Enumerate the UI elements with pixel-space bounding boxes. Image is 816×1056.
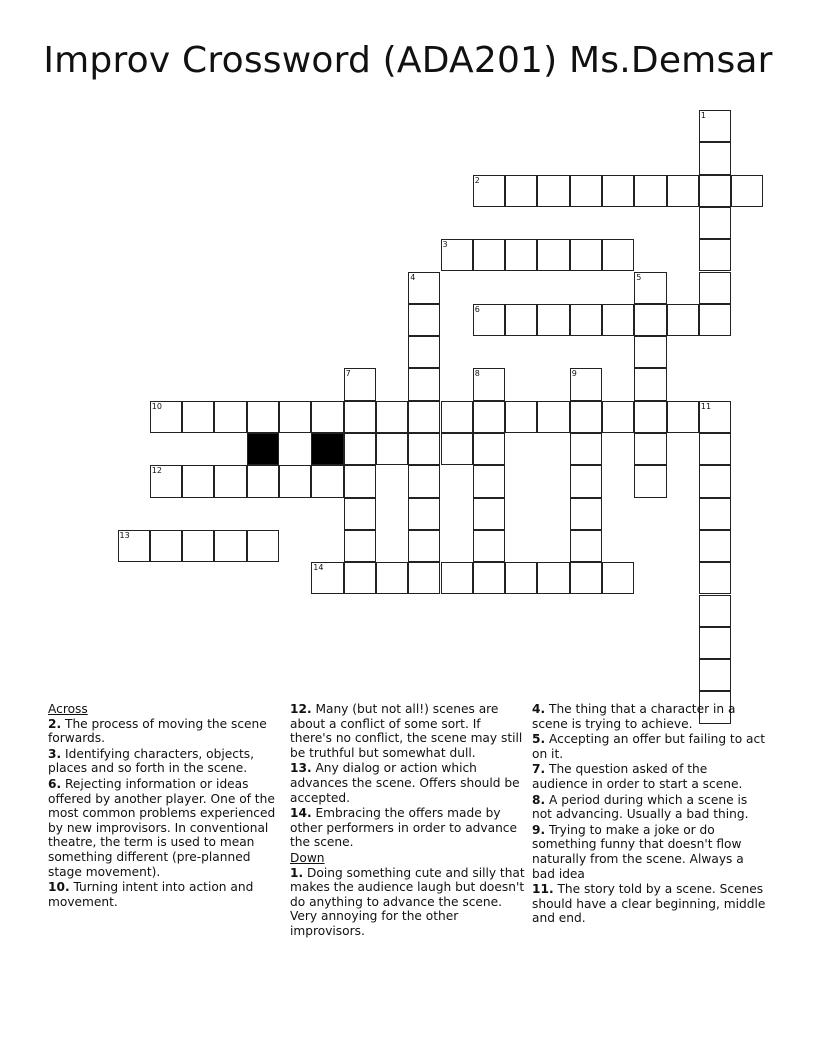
grid-cell[interactable] — [408, 304, 440, 336]
grid-cell[interactable] — [473, 530, 505, 562]
grid-cell[interactable] — [279, 465, 311, 497]
grid-cell[interactable] — [311, 562, 343, 594]
grid-cell[interactable] — [699, 562, 731, 594]
clue-item-text: Doing something cute and silly that makes the audience laugh but doesn't do anything to advance the scene. Very annoying for the other improvisors. — [290, 865, 525, 938]
clue-number: 14 — [313, 563, 324, 573]
clue-number: 13 — [119, 530, 130, 540]
grid-cell[interactable] — [667, 304, 699, 336]
grid-cell[interactable] — [473, 562, 505, 594]
clue-item-number: 7. — [532, 762, 546, 777]
grid-cell[interactable] — [150, 465, 182, 497]
grid-cell[interactable] — [118, 530, 150, 562]
grid-cell[interactable] — [344, 498, 376, 530]
grid-cell[interactable] — [344, 530, 376, 562]
black-cell — [247, 433, 279, 465]
grid-cell[interactable] — [667, 401, 699, 433]
clue-item — [48, 777, 280, 879]
grid-cell[interactable] — [441, 401, 473, 433]
grid-cell[interactable] — [602, 304, 634, 336]
clue-item-number: 12. — [290, 702, 312, 716]
down-clue-list-continued — [532, 702, 766, 926]
grid-cell[interactable] — [570, 239, 602, 271]
grid-cell[interactable] — [344, 562, 376, 594]
clue-item-text: A period during which a scene is not advancing. Usually a bad thing. — [532, 792, 749, 822]
clue-item-text: The thing that a character in a scene is trying to achieve. — [532, 702, 736, 731]
grid-cell[interactable] — [473, 304, 505, 336]
grid-cell[interactable] — [602, 401, 634, 433]
clue-item — [532, 732, 766, 761]
grid-cell[interactable] — [505, 562, 537, 594]
grid-cell[interactable] — [473, 368, 505, 400]
grid-cell[interactable] — [182, 401, 214, 433]
grid-cell[interactable] — [247, 465, 279, 497]
clue-item-number: 4. — [532, 702, 546, 716]
grid-cell[interactable] — [570, 530, 602, 562]
clue-item-text: Trying to make a joke or do something funny that doesn't flow naturally from the scene. Always a bad idea — [532, 822, 744, 881]
clue-item-number: 3. — [48, 746, 62, 761]
clues-column-2 — [290, 702, 526, 940]
grid-cell[interactable] — [699, 465, 731, 497]
grid-cell[interactable] — [537, 304, 569, 336]
clue-item-text: Identifying characters, objects, places and so forth in the scene. — [48, 746, 254, 776]
grid-cell[interactable] — [344, 465, 376, 497]
clue-item-text: The question asked of the audience in order to start a scene. — [532, 762, 743, 791]
grid-cell[interactable] — [602, 175, 634, 207]
grid-cell[interactable] — [408, 401, 440, 433]
grid-cell[interactable] — [634, 368, 666, 400]
grid-cell[interactable] — [441, 239, 473, 271]
clue-number: 7 — [345, 369, 351, 379]
clue-item — [290, 806, 526, 850]
across-clue-list-continued — [290, 702, 526, 850]
grid-cell[interactable] — [408, 530, 440, 562]
grid-cell[interactable] — [473, 498, 505, 530]
clue-item — [532, 882, 766, 926]
grid-cell[interactable] — [214, 530, 246, 562]
grid-cell[interactable] — [699, 304, 731, 336]
clue-number: 6 — [474, 304, 480, 314]
clue-item — [48, 717, 280, 746]
grid-cell[interactable] — [376, 401, 408, 433]
grid-cell[interactable] — [537, 175, 569, 207]
clue-item — [290, 866, 526, 939]
grid-cell[interactable] — [408, 562, 440, 594]
grid-cell[interactable] — [602, 562, 634, 594]
grid-cell[interactable] — [408, 272, 440, 304]
grid-cell[interactable] — [150, 530, 182, 562]
grid-cell[interactable] — [505, 175, 537, 207]
grid-cell[interactable] — [731, 175, 763, 207]
clue-item-text: Many (but not all!) scenes are about a conflict of some sort. If there's no conflict, the scene may still be truthful but somewhat dull. — [290, 702, 523, 760]
grid-cell[interactable] — [570, 304, 602, 336]
grid-cell[interactable] — [505, 304, 537, 336]
grid-cell[interactable] — [182, 530, 214, 562]
grid-cell[interactable] — [505, 239, 537, 271]
grid-cell[interactable] — [634, 401, 666, 433]
grid-cell[interactable] — [570, 562, 602, 594]
grid-cell[interactable] — [699, 595, 731, 627]
grid-cell[interactable] — [634, 433, 666, 465]
grid-cell[interactable] — [699, 433, 731, 465]
clue-number: 4 — [410, 272, 416, 282]
grid-cell[interactable] — [473, 433, 505, 465]
grid-cell[interactable] — [634, 175, 666, 207]
grid-cell[interactable] — [473, 239, 505, 271]
grid-cell[interactable] — [473, 465, 505, 497]
clue-item-number: 13. — [290, 761, 312, 776]
clue-item-text: Embracing the offers made by other performers in order to advance the scene. — [290, 806, 518, 850]
clue-item — [48, 747, 280, 776]
clue-item-number: 5. — [532, 732, 546, 747]
grid-cell[interactable] — [182, 465, 214, 497]
clue-item — [532, 823, 766, 881]
clues-column-1 — [48, 702, 280, 910]
clue-item-number: 1. — [290, 865, 304, 880]
grid-cell[interactable] — [247, 401, 279, 433]
clue-item-text: Turning intent into action and movement. — [48, 880, 254, 909]
grid-cell[interactable] — [150, 401, 182, 433]
grid-cell[interactable] — [634, 304, 666, 336]
grid-cell[interactable] — [570, 368, 602, 400]
grid-cell[interactable] — [311, 465, 343, 497]
grid-cell[interactable] — [699, 142, 731, 174]
grid-cell[interactable] — [602, 239, 634, 271]
grid-cell[interactable] — [311, 401, 343, 433]
grid-cell[interactable] — [570, 175, 602, 207]
clue-item — [290, 761, 526, 805]
grid-cell[interactable] — [634, 465, 666, 497]
grid-cell[interactable] — [699, 272, 731, 304]
grid-cell[interactable] — [634, 336, 666, 368]
grid-cell[interactable] — [247, 530, 279, 562]
clue-number: 11 — [700, 401, 712, 411]
clue-item-number: 6. — [48, 776, 62, 791]
grid-cell[interactable] — [505, 401, 537, 433]
grid-cell[interactable] — [537, 562, 569, 594]
grid-cell[interactable] — [344, 368, 376, 400]
grid-cell[interactable] — [376, 433, 408, 465]
clues-column-3 — [532, 702, 766, 927]
clue-item-text: The story told by a scene. Scenes should have a clear beginning, middle and end. — [532, 882, 766, 926]
grid-cell[interactable] — [699, 110, 731, 142]
clue-item-text: Any dialog or action which advances the scene. Offers should be accepted. — [290, 761, 520, 805]
grid-cell[interactable] — [699, 530, 731, 562]
clue-number: 2 — [474, 175, 480, 185]
grid-cell[interactable] — [214, 401, 246, 433]
grid-cell[interactable] — [441, 562, 473, 594]
grid-cell[interactable] — [667, 175, 699, 207]
clue-item — [290, 702, 526, 760]
grid-cell[interactable] — [408, 433, 440, 465]
grid-cell[interactable] — [408, 336, 440, 368]
grid-cell[interactable] — [441, 433, 473, 465]
clue-item-number: 10. — [48, 880, 70, 895]
clue-item — [532, 762, 766, 791]
grid-cell[interactable] — [570, 401, 602, 433]
grid-cell[interactable] — [699, 239, 731, 271]
grid-cell[interactable] — [408, 368, 440, 400]
page-title: Improv Crossword (ADA201) Ms.Demsar — [43, 40, 773, 81]
clue-item-number: 9. — [532, 822, 546, 837]
grid-cell[interactable] — [634, 272, 666, 304]
clue-item-number: 14. — [290, 806, 312, 821]
down-clue-list — [290, 866, 526, 939]
clue-item-number: 11. — [532, 882, 554, 897]
grid-cell[interactable] — [570, 498, 602, 530]
black-cell — [311, 433, 343, 465]
clue-number: 5 — [636, 272, 642, 282]
clue-item-text: Accepting an offer but failing to act on it. — [532, 732, 765, 761]
grid-cell[interactable] — [344, 433, 376, 465]
grid-cell[interactable] — [699, 498, 731, 530]
clue-item — [532, 793, 766, 822]
grid-cell[interactable] — [699, 401, 731, 433]
clue-item — [532, 702, 766, 731]
grid-cell[interactable] — [214, 465, 246, 497]
grid-cell[interactable] — [699, 659, 731, 691]
grid-cell[interactable] — [537, 239, 569, 271]
clue-number: 12 — [151, 466, 162, 476]
grid-cell[interactable] — [473, 401, 505, 433]
grid-cell[interactable] — [699, 207, 731, 239]
grid-cell[interactable] — [699, 175, 731, 207]
clue-number: 8 — [474, 369, 480, 379]
clue-number: 9 — [571, 369, 577, 379]
grid-cell[interactable] — [344, 401, 376, 433]
clue-number: 10 — [151, 401, 162, 411]
clue-number: 1 — [700, 111, 706, 120]
grid-cell[interactable] — [473, 175, 505, 207]
grid-cell[interactable] — [408, 465, 440, 497]
grid-cell[interactable] — [699, 627, 731, 659]
grid-cell[interactable] — [537, 401, 569, 433]
grid-cell[interactable] — [408, 498, 440, 530]
grid-cell[interactable] — [570, 433, 602, 465]
across-clue-list — [48, 717, 280, 910]
across-heading: Across — [48, 702, 88, 716]
grid-cell[interactable] — [570, 465, 602, 497]
grid-cell[interactable] — [279, 401, 311, 433]
down-heading: Down — [290, 850, 325, 865]
grid-cell[interactable] — [376, 562, 408, 594]
clue-number: 3 — [442, 240, 448, 250]
clue-item-text: Rejecting information or ideas offered by another player. One of the most common problems experienced by new improvisors. In conventional theatre, the term is used to mean something different (pre-planned stage movement). — [48, 776, 276, 879]
clue-item-text: The process of moving the scene forwards. — [48, 716, 267, 746]
clue-item — [48, 880, 280, 909]
clue-item-number: 8. — [532, 792, 546, 807]
clue-item-number: 2. — [48, 716, 62, 731]
